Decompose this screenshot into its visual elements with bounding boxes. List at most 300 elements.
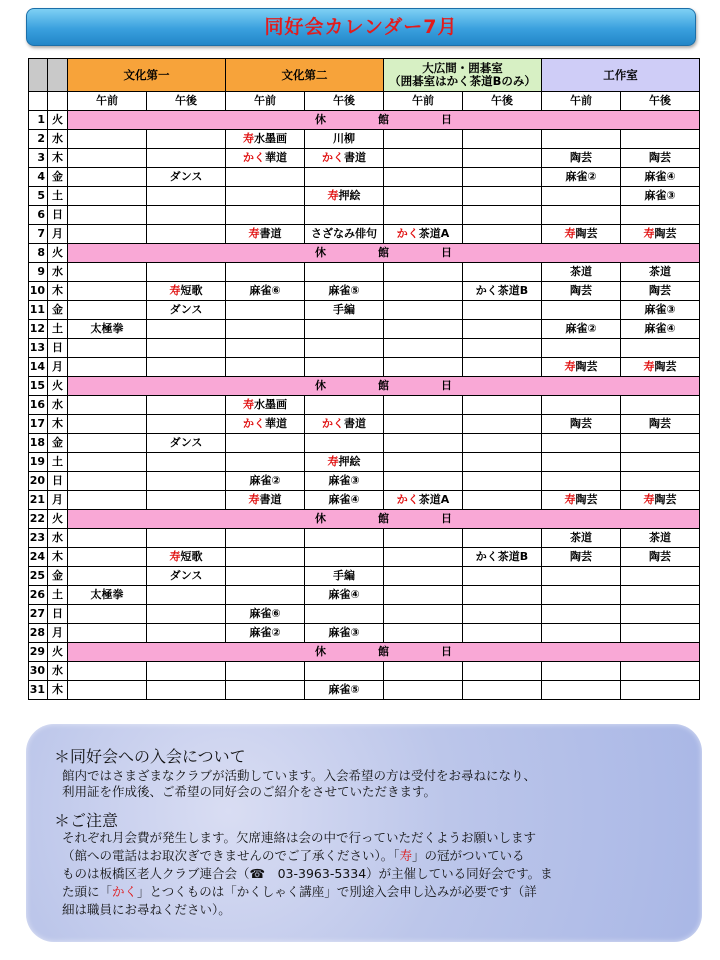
weekday: 水 (48, 396, 68, 415)
table-row (29, 472, 700, 491)
weekday: 木 (48, 149, 68, 168)
schedule-cell (384, 491, 463, 510)
join-heading: ＊同好会への入会について (54, 747, 246, 766)
schedule-cell (463, 339, 542, 358)
schedule-cell (621, 567, 700, 586)
schedule-cell (305, 168, 384, 187)
club-prefix: 寿 (169, 284, 181, 297)
club-prefix: 寿 (243, 398, 254, 411)
weekday: 水 (48, 130, 68, 149)
schedule-cell (621, 491, 700, 510)
schedule-cell: 麻雀③ (305, 624, 384, 643)
schedule-cell (226, 396, 305, 415)
am-header: 午前 (542, 92, 621, 111)
schedule-cell (384, 434, 463, 453)
day-number: 30 (29, 662, 48, 681)
weekday: 金 (48, 168, 68, 187)
schedule-cell (147, 453, 226, 472)
table-row (29, 415, 700, 434)
schedule-cell (463, 168, 542, 187)
schedule-cell (226, 187, 305, 206)
schedule-cell (147, 548, 226, 567)
closed-day-banner (68, 111, 700, 130)
weekday: 金 (48, 301, 68, 320)
schedule-cell (384, 529, 463, 548)
closed-label: 館 (378, 246, 389, 259)
closed-label: 日 (441, 512, 452, 525)
weekday: 日 (48, 472, 68, 491)
club-prefix: かく (322, 151, 344, 164)
club-prefix: かく (396, 227, 419, 240)
day-number: 4 (29, 168, 48, 187)
schedule-cell (147, 130, 226, 149)
weekday: 月 (48, 358, 68, 377)
schedule-cell: 麻雀② (542, 320, 621, 339)
schedule-cell (542, 206, 621, 225)
schedule-cell (384, 149, 463, 168)
schedule-cell (305, 187, 384, 206)
pm-header: 午後 (147, 92, 226, 111)
weekday: 火 (48, 643, 68, 662)
schedule-cell (463, 187, 542, 206)
schedule-cell: 太極拳 (68, 586, 147, 605)
table-row (29, 643, 700, 662)
club-name: 書道 (259, 493, 282, 506)
schedule-cell (226, 358, 305, 377)
schedule-cell: 麻雀③ (621, 301, 700, 320)
schedule-cell (542, 624, 621, 643)
weekday: 水 (48, 529, 68, 548)
table-row (29, 358, 700, 377)
schedule-cell: 川柳 (305, 130, 384, 149)
schedule-cell (384, 263, 463, 282)
closed-label: 休 (315, 645, 326, 658)
schedule-cell (68, 624, 147, 643)
closed-label: 館 (378, 645, 389, 658)
schedule-cell: 陶芸 (621, 415, 700, 434)
weekday: 土 (48, 586, 68, 605)
club-name: 陶芸 (654, 227, 677, 240)
closed-day-banner (68, 377, 700, 396)
table-row (29, 130, 700, 149)
day-number: 11 (29, 301, 48, 320)
schedule-cell: 陶芸 (542, 282, 621, 301)
schedule-cell (147, 662, 226, 681)
table-row (29, 510, 700, 529)
club-name: 短歌 (180, 284, 203, 297)
day-number: 1 (29, 111, 48, 130)
schedule-cell (463, 206, 542, 225)
schedule-cell (384, 396, 463, 415)
schedule-cell (621, 396, 700, 415)
day-number: 9 (29, 263, 48, 282)
schedule-cell (542, 662, 621, 681)
schedule-cell (147, 149, 226, 168)
weekday: 月 (48, 624, 68, 643)
schedule-cell (463, 149, 542, 168)
schedule-cell: 麻雀⑥ (226, 282, 305, 301)
schedule-cell (226, 149, 305, 168)
table-row (29, 681, 700, 700)
schedule-cell (384, 339, 463, 358)
day-number: 23 (29, 529, 48, 548)
schedule-cell: 陶芸 (542, 149, 621, 168)
table-row (29, 624, 700, 643)
schedule-cell (68, 263, 147, 282)
schedule-cell: 太極拳 (68, 320, 147, 339)
club-name: 華道 (265, 417, 287, 430)
club-name: 陶芸 (575, 360, 598, 373)
club-name: 陶芸 (654, 493, 677, 506)
schedule-cell: ダンス (147, 567, 226, 586)
schedule-cell (68, 301, 147, 320)
schedule-cell (463, 567, 542, 586)
schedule-cell (384, 301, 463, 320)
day-number: 27 (29, 605, 48, 624)
closed-label: 休 (315, 113, 326, 126)
schedule-cell (68, 529, 147, 548)
schedule-cell (463, 225, 542, 244)
schedule-cell (463, 453, 542, 472)
schedule-cell: 麻雀② (542, 168, 621, 187)
schedule-cell (147, 586, 226, 605)
schedule-cell (542, 586, 621, 605)
schedule-cell (542, 225, 621, 244)
club-name: 短歌 (180, 550, 203, 563)
schedule-cell (68, 662, 147, 681)
schedule-cell: 麻雀④ (621, 320, 700, 339)
schedule-cell (384, 415, 463, 434)
pm-header: 午後 (463, 92, 542, 111)
schedule-cell: ダンス (147, 168, 226, 187)
weekday: 火 (48, 244, 68, 263)
am-header: 午前 (384, 92, 463, 111)
pm-header: 午後 (621, 92, 700, 111)
club-prefix: 寿 (643, 227, 655, 240)
schedule-cell (384, 187, 463, 206)
schedule-cell (463, 358, 542, 377)
schedule-cell (621, 434, 700, 453)
schedule-cell (621, 453, 700, 472)
weekday: 土 (48, 453, 68, 472)
corner-cell (29, 92, 48, 111)
schedule-cell (621, 339, 700, 358)
table-row (29, 263, 700, 282)
room-header: 工作室 (542, 59, 700, 92)
schedule-cell: 手編 (305, 301, 384, 320)
club-name: 水墨画 (254, 398, 287, 411)
corner-cell (48, 92, 68, 111)
schedule-cell: 陶芸 (542, 548, 621, 567)
schedule-cell (621, 624, 700, 643)
closed-label: 休 (315, 246, 326, 259)
club-name: 茶道A (418, 227, 450, 240)
caution-text-5: 細は職員にお尋ねください）。 (62, 902, 231, 917)
schedule-cell (68, 225, 147, 244)
room-header-line: （囲碁室はかく茶道Bのみ） (389, 74, 536, 88)
club-name: 華道 (265, 151, 287, 164)
schedule-cell (68, 415, 147, 434)
club-prefix: かく (322, 417, 344, 430)
schedule-cell (305, 358, 384, 377)
table-row (29, 149, 700, 168)
schedule-cell (226, 301, 305, 320)
day-number: 15 (29, 377, 48, 396)
schedule-cell (542, 567, 621, 586)
table-row (29, 548, 700, 567)
caution-text-4: た頭に「かく」とつくものは「かくしゃく講座」で別途入会申し込みが必要です（詳 (62, 884, 537, 899)
am-header: 午前 (226, 92, 305, 111)
schedule-cell (147, 263, 226, 282)
weekday: 木 (48, 548, 68, 567)
schedule-cell (463, 624, 542, 643)
day-number: 17 (29, 415, 48, 434)
weekday: 月 (48, 225, 68, 244)
schedule-cell (463, 130, 542, 149)
weekday: 日 (48, 605, 68, 624)
schedule-cell (463, 415, 542, 434)
schedule-cell (147, 282, 226, 301)
weekday: 木 (48, 282, 68, 301)
schedule-cell (68, 282, 147, 301)
schedule-cell (226, 130, 305, 149)
schedule-cell (621, 662, 700, 681)
schedule-cell (147, 472, 226, 491)
club-prefix: かく (243, 151, 265, 164)
schedule-cell (305, 434, 384, 453)
am-header: 午前 (68, 92, 147, 111)
schedule-cell: 陶芸 (621, 282, 700, 301)
day-number: 12 (29, 320, 48, 339)
schedule-cell (226, 263, 305, 282)
schedule-cell: ダンス (147, 434, 226, 453)
schedule-cell: 麻雀⑥ (226, 605, 305, 624)
club-prefix: 寿 (327, 455, 339, 468)
caution-heading: ＊ご注意 (54, 811, 119, 830)
schedule-cell (226, 529, 305, 548)
schedule-cell (68, 339, 147, 358)
schedule-cell (542, 301, 621, 320)
schedule-cell: 麻雀④ (305, 586, 384, 605)
schedule-cell (384, 567, 463, 586)
schedule-cell (542, 491, 621, 510)
schedule-cell: 麻雀③ (305, 472, 384, 491)
weekday: 日 (48, 339, 68, 358)
schedule-cell (147, 320, 226, 339)
schedule-cell (463, 529, 542, 548)
schedule-cell: 麻雀④ (305, 491, 384, 510)
caution-text-2: （館への電話はお取次ぎできませんのでご了承ください）。「寿」の冠がついている (62, 848, 525, 863)
schedule-cell (147, 339, 226, 358)
schedule-cell (384, 282, 463, 301)
schedule-cell (384, 624, 463, 643)
schedule-cell: 麻雀② (226, 624, 305, 643)
schedule-cell (621, 130, 700, 149)
schedule-cell (463, 320, 542, 339)
day-number: 19 (29, 453, 48, 472)
schedule-cell (68, 358, 147, 377)
table-row (29, 225, 700, 244)
schedule-cell (68, 472, 147, 491)
schedule-cell: 麻雀⑤ (305, 681, 384, 700)
schedule-cell (621, 586, 700, 605)
schedule-cell (384, 605, 463, 624)
day-number: 10 (29, 282, 48, 301)
club-prefix: かく (396, 493, 419, 506)
schedule-cell (147, 681, 226, 700)
schedule-cell: 茶道 (621, 263, 700, 282)
schedule-cell: 陶芸 (621, 149, 700, 168)
table-row (29, 662, 700, 681)
schedule-cell (68, 548, 147, 567)
club-prefix: 寿 (564, 493, 576, 506)
table-row (29, 434, 700, 453)
schedule-cell: 麻雀③ (621, 187, 700, 206)
schedule-cell (463, 434, 542, 453)
schedule-cell (542, 472, 621, 491)
schedule-cell (305, 529, 384, 548)
table-row (29, 586, 700, 605)
club-prefix: 寿 (564, 360, 576, 373)
schedule-cell (384, 681, 463, 700)
schedule-cell (384, 358, 463, 377)
day-number: 28 (29, 624, 48, 643)
schedule-cell: ダンス (147, 301, 226, 320)
day-number: 13 (29, 339, 48, 358)
club-name: 押絵 (338, 455, 361, 468)
schedule-cell (463, 605, 542, 624)
day-number: 16 (29, 396, 48, 415)
schedule-cell (68, 206, 147, 225)
table-row (29, 206, 700, 225)
schedule-cell (147, 206, 226, 225)
schedule-cell (384, 206, 463, 225)
schedule-cell (542, 396, 621, 415)
schedule-cell (147, 396, 226, 415)
closed-label: 日 (441, 113, 452, 126)
schedule-cell (463, 263, 542, 282)
club-name: 書道 (259, 227, 282, 240)
schedule-cell (226, 168, 305, 187)
table-row (29, 282, 700, 301)
day-number: 31 (29, 681, 48, 700)
schedule-cell (305, 662, 384, 681)
club-name: 書道 (344, 417, 366, 430)
schedule-cell (226, 681, 305, 700)
room-header: 文化第二 (226, 59, 384, 92)
weekday: 火 (48, 111, 68, 130)
schedule-cell (463, 681, 542, 700)
closed-label: 休 (315, 379, 326, 392)
club-name: 書道 (344, 151, 366, 164)
closed-label: 日 (441, 246, 452, 259)
day-number: 5 (29, 187, 48, 206)
schedule-cell (542, 358, 621, 377)
corner-cell (29, 59, 48, 92)
schedule-cell: 手編 (305, 567, 384, 586)
weekday: 水 (48, 662, 68, 681)
schedule-cell (542, 187, 621, 206)
weekday: 水 (48, 263, 68, 282)
schedule-cell (68, 681, 147, 700)
schedule-cell (226, 320, 305, 339)
club-name: 陶芸 (654, 360, 677, 373)
room-header-line: 大広間・囲碁室 (422, 61, 503, 75)
weekday: 木 (48, 681, 68, 700)
schedule-cell (226, 225, 305, 244)
day-number: 22 (29, 510, 48, 529)
closed-label: 日 (441, 379, 452, 392)
schedule-cell (147, 529, 226, 548)
schedule-cell: 陶芸 (621, 548, 700, 567)
closed-day-banner (68, 643, 700, 662)
schedule-cell (621, 206, 700, 225)
closed-day-banner (68, 510, 700, 529)
caution-text-3: ものは板橋区老人クラブ連合会（☎ 03-3963-5334）が主催している同好会です。ま (62, 866, 553, 881)
weekday: 木 (48, 415, 68, 434)
schedule-cell (68, 453, 147, 472)
join-text-1: 館内ではさまざまなクラブが活動しています。入会希望の方は受付をお尋ねになり、 (62, 768, 537, 783)
weekday: 金 (48, 567, 68, 586)
closed-label: 日 (441, 645, 452, 658)
schedule-cell (226, 434, 305, 453)
schedule-cell (384, 130, 463, 149)
schedule-cell (305, 415, 384, 434)
day-number: 14 (29, 358, 48, 377)
day-number: 6 (29, 206, 48, 225)
join-text-2: 利用証を作成後、ご希望の同好会のご紹介をさせていただきます。 (62, 784, 437, 799)
day-number: 18 (29, 434, 48, 453)
weekday: 火 (48, 377, 68, 396)
pm-header: 午後 (305, 92, 384, 111)
schedule-cell (384, 320, 463, 339)
page-title: 同好会カレンダー7月 (26, 8, 696, 46)
schedule-cell (68, 168, 147, 187)
schedule-cell (226, 548, 305, 567)
table-row (29, 187, 700, 206)
schedule-cell: 茶道 (621, 529, 700, 548)
club-prefix: 寿 (243, 132, 254, 145)
schedule-cell (621, 681, 700, 700)
schedule-cell (305, 149, 384, 168)
schedule-cell (305, 605, 384, 624)
club-prefix: 寿 (643, 493, 655, 506)
schedule-cell (621, 605, 700, 624)
schedule-cell (384, 586, 463, 605)
weekday: 金 (48, 434, 68, 453)
day-number: 20 (29, 472, 48, 491)
kaku-mark: かく (112, 884, 138, 899)
kotobuki-mark: 寿 (399, 848, 413, 863)
schedule-cell: かく茶道B (463, 282, 542, 301)
weekday: 月 (48, 491, 68, 510)
schedule-cell (226, 586, 305, 605)
closed-day-banner (68, 244, 700, 263)
schedule-cell (542, 130, 621, 149)
schedule-cell (226, 415, 305, 434)
schedule-cell (226, 206, 305, 225)
schedule-cell (147, 624, 226, 643)
schedule-cell (621, 225, 700, 244)
schedule-cell (305, 206, 384, 225)
schedule-cell (147, 415, 226, 434)
schedule-cell (147, 358, 226, 377)
schedule-cell (68, 187, 147, 206)
club-prefix: 寿 (564, 227, 576, 240)
club-prefix: 寿 (169, 550, 181, 563)
closed-label: 休 (315, 512, 326, 525)
schedule-cell: 麻雀④ (621, 168, 700, 187)
